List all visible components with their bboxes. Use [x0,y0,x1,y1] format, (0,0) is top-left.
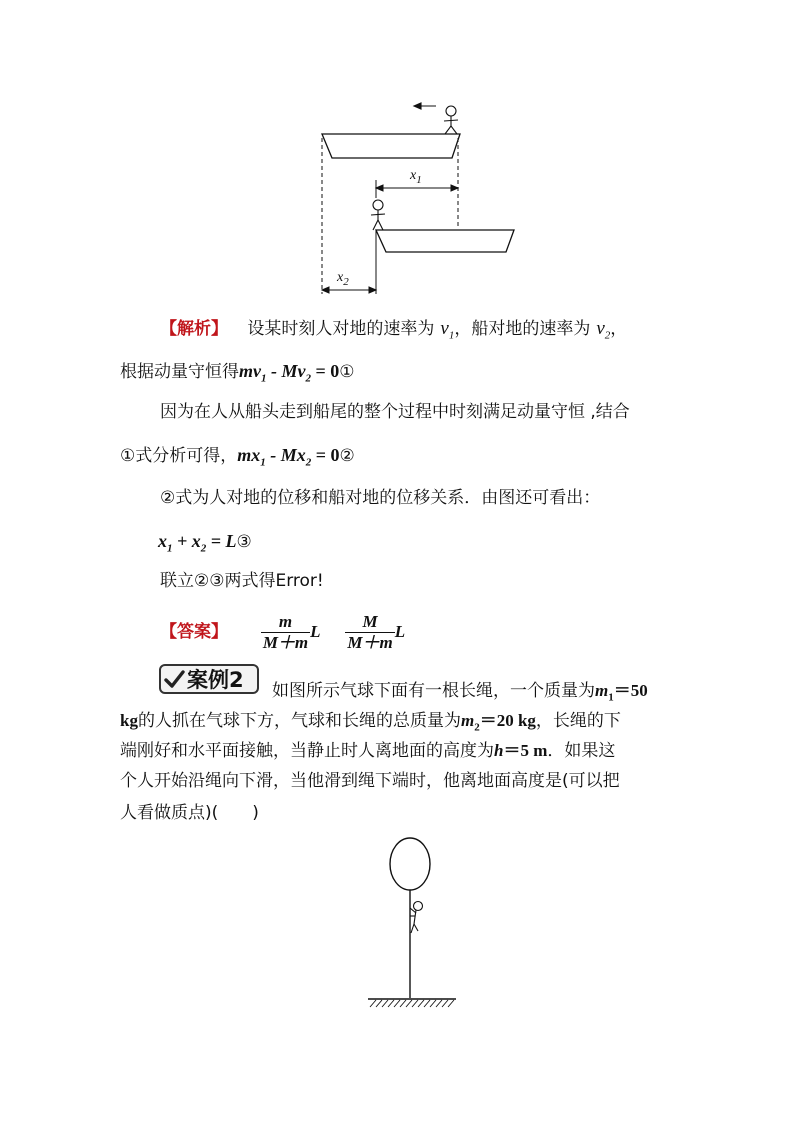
upper-boat [322,134,460,158]
case-line-2: kg的人抓在气球下方，气球和长绳的总质量为$m_2=20$ kg，长绳的下 [120,711,621,734]
x1-dimension [376,185,458,191]
motion-arrow [414,103,436,109]
lower-boat [376,230,514,252]
boat-diagram [310,98,530,298]
balloon [390,838,430,890]
person-lower [371,200,385,230]
equation-1: $mv_1 - Mv_2 = 0$ [239,361,340,385]
case-line-4: 个人开始沿绳向下滑，当他滑到绳下端时，他离地面高度是(可以把 [120,771,620,791]
case-badge: 案例2 [159,664,259,694]
balloon-diagram [362,836,462,1016]
analysis-line-4: ①式分析可得，$mx_1 - Mx_2$ = 0② [120,445,355,469]
analysis-line-2: 根据动量守恒得$mv_1 - Mv_2$ = 0① [120,361,355,385]
analysis-line-3: 因为在人从船头走到船尾的整个过程中时刻满足动量守恒 ,结合 [160,402,630,422]
equation-2: $mx_1 - Mx_2 = 0$ [237,445,340,469]
analysis-line-7: 联立②③两式得Error! [160,571,324,591]
case-line-3: 端刚好和水平面接触，当静止时人离地面的高度为h＝5 m．如果这 [120,741,616,761]
answer-fraction-1: $\frac{m}{M+m}$ [262,611,309,652]
analysis-tag: 【解析】 [160,319,228,339]
answer-fraction-2: $\frac{M}{M+m}$ [347,611,393,652]
answer-row: 【答案】 $\frac{m}{M+m}$ L $\frac{M}{M+m}$ L [160,611,406,652]
equation-3: $x_1 + x_2 = L$ [158,531,237,555]
case-line-1: 如图所示气球下面有一根长绳，一个质量为$m_1=50$ [272,681,648,704]
analysis-line-6: $x_1 + x_2$ = L③ [158,531,252,555]
check-icon [163,668,185,690]
x2-dimension [322,287,376,293]
analysis-line-5: ②式为人对地的位移和船对地的位移关系．由图还可看出： [160,488,601,508]
person-upper [444,106,458,134]
case-line-5: 人看做质点)( ) [120,803,259,823]
x2-label: $x_2$ [337,270,349,288]
analysis-line-1: 【解析】 设某时刻人对地的速率为 $v_1$，船对地的速率为 $v_2$， [160,318,628,342]
climbing-person [410,902,423,934]
answer-tag: 【答案】 [160,622,228,642]
x1-label: $x_1$ [410,168,422,186]
ground-hatching [370,1000,454,1007]
